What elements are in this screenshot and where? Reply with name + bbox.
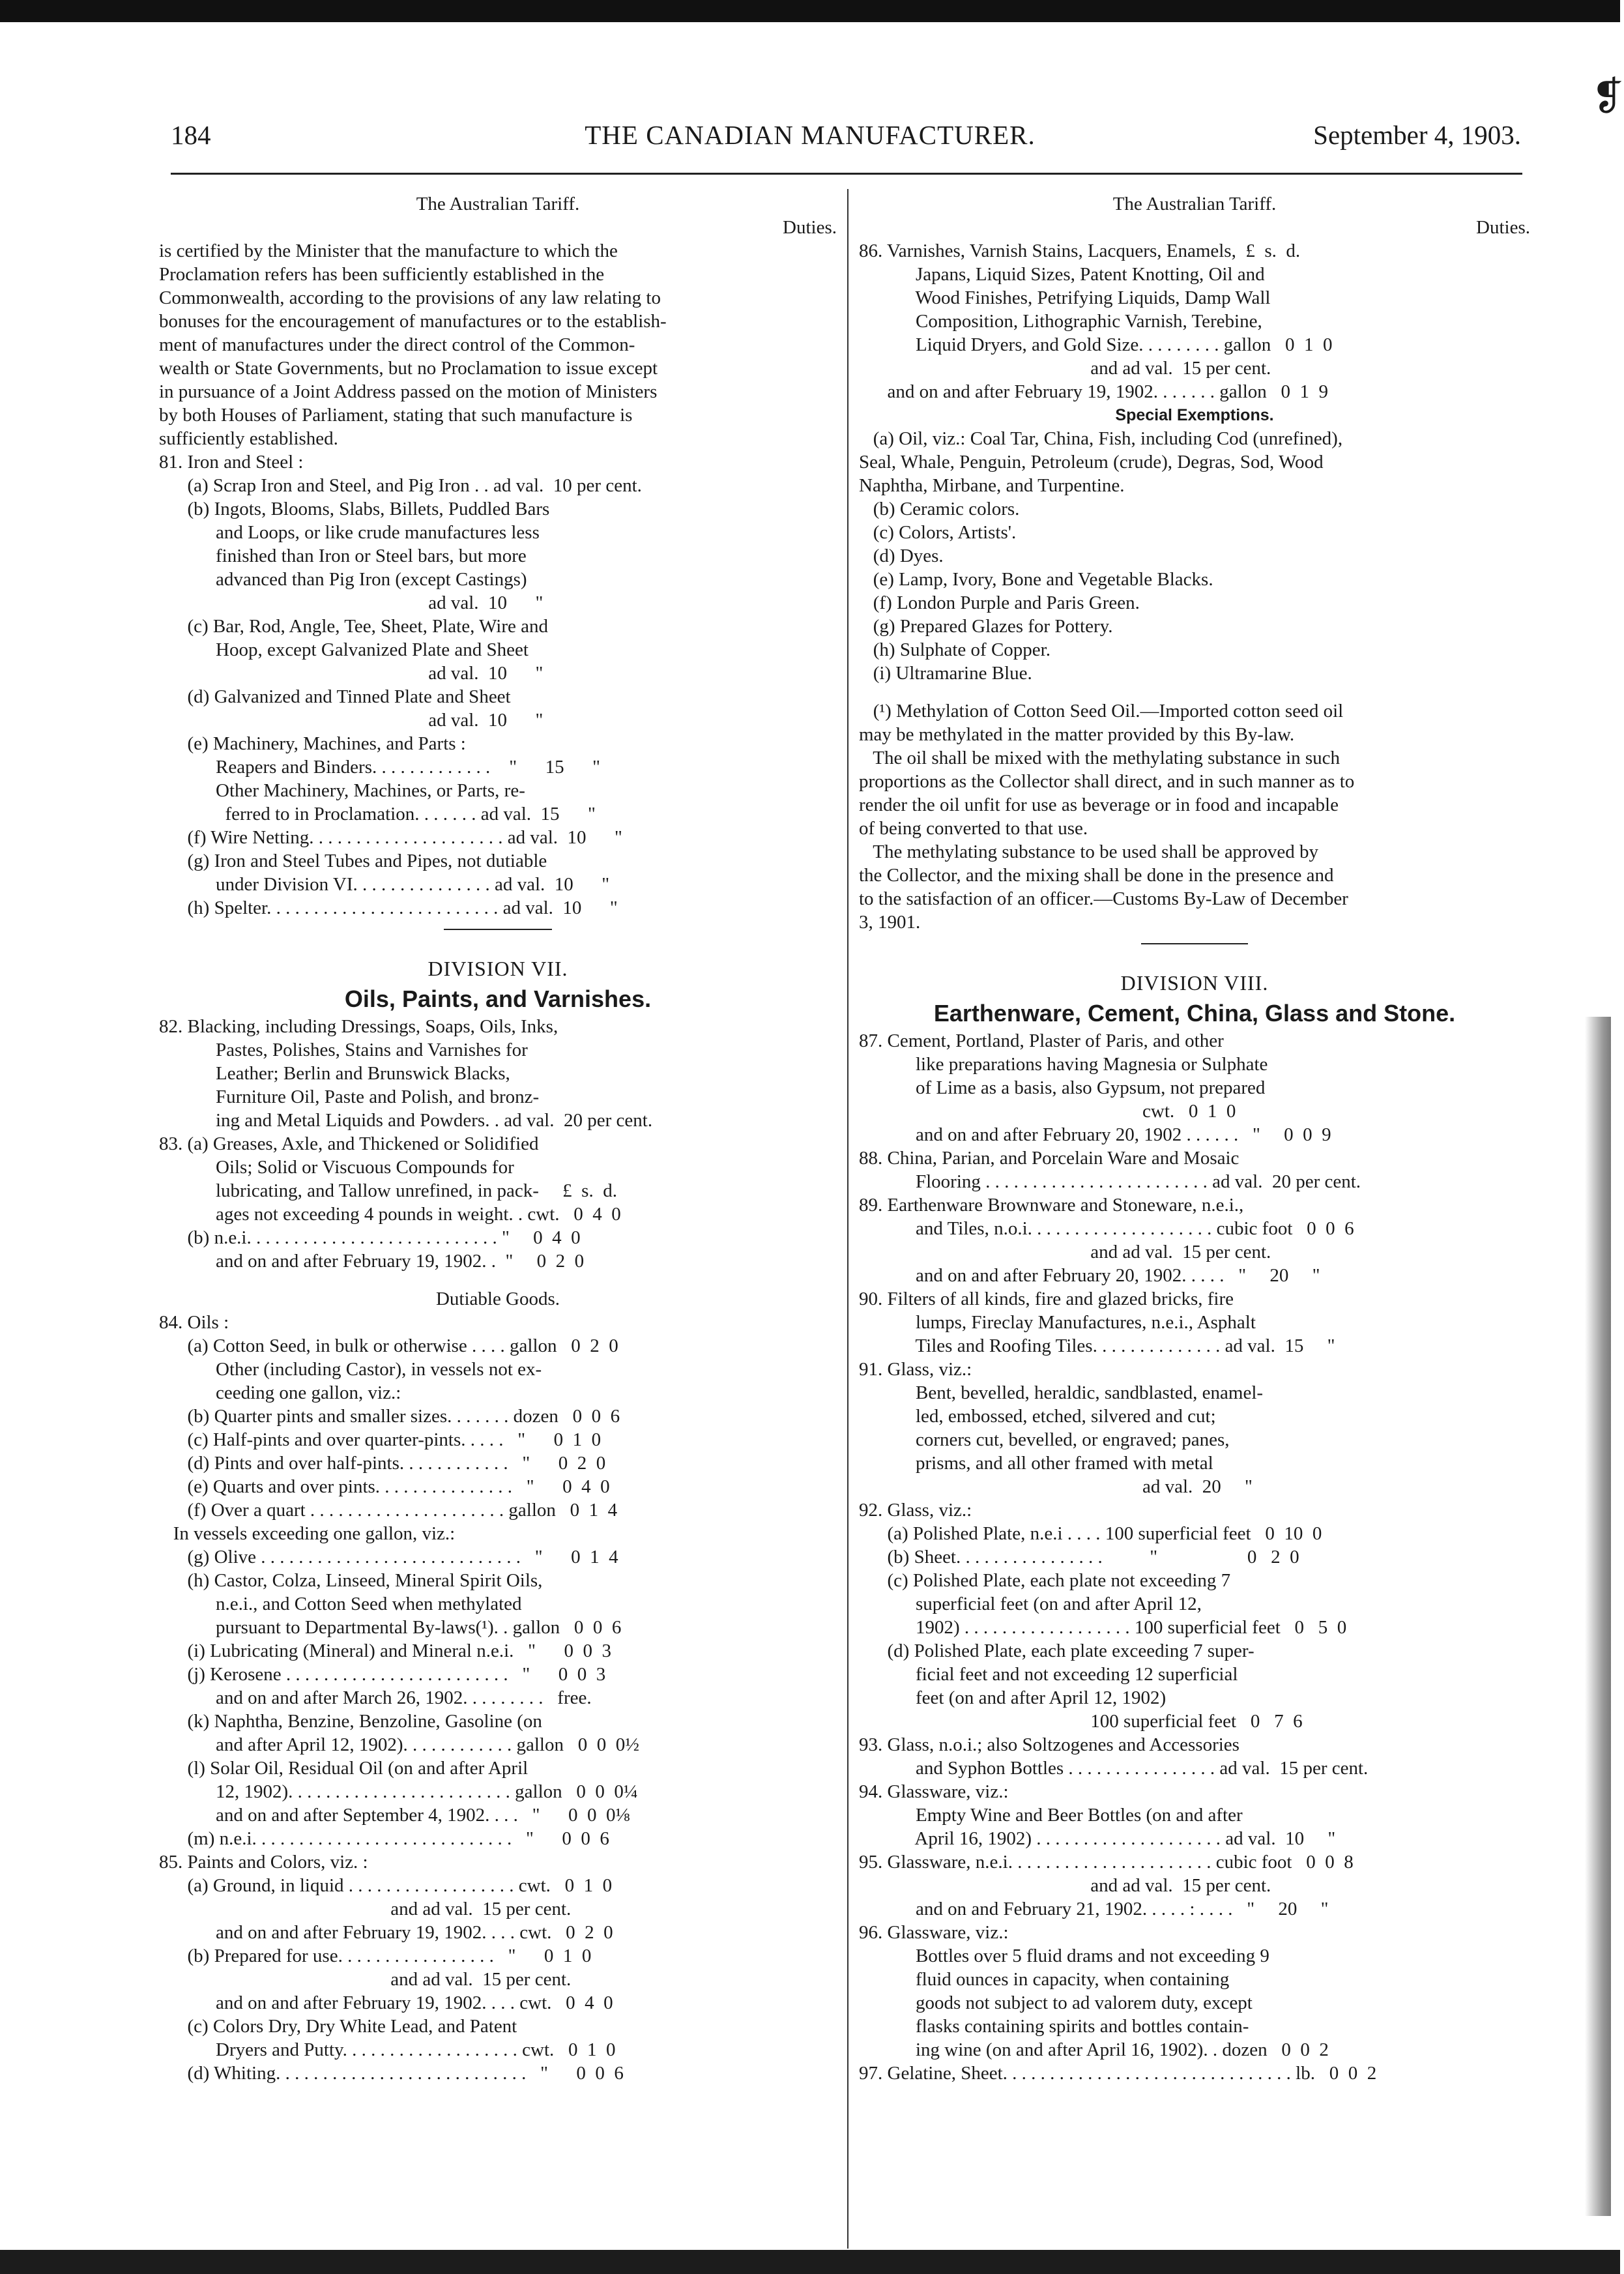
text-line: (d) Polished Plate, each plate exceeding 7 super- [859, 1640, 1254, 1661]
text-line: 94. Glassware, viz.: [859, 1781, 1009, 1802]
text-line: Other (including Castor), in vessels not ex- [159, 1359, 542, 1380]
text-line: (a) Polished Plate, n.e.i . . . . 100 superficial feet 0 10 0 [859, 1523, 1322, 1544]
text-line: (a) Ground, in liquid . . . . . . . . . . . . . . . . . . cwt. 0 1 0 [159, 1875, 613, 1896]
text-line: (j) Kerosene . . . . . . . . . . . . . . . . . . . . . . . . " 0 0 3 [159, 1664, 606, 1685]
text-line: and on and February 21, 1902. . . . . : . . . . " 20 " [859, 1899, 1329, 1919]
spacer [159, 939, 837, 954]
text-line: Other Machinery, Machines, or Parts, re- [159, 780, 525, 801]
text-line: Composition, Lithographic Varnish, Terebine, [859, 311, 1262, 332]
column-divider [847, 189, 848, 2249]
text-line: (a) Cotton Seed, in bulk or otherwise . . . . gallon 0 2 0 [159, 1335, 618, 1356]
text-line: (g) Prepared Glazes for Pottery. [859, 616, 1113, 637]
text-line: (i) Lubricating (Mineral) and Mineral n.e.i. " 0 0 3 [159, 1640, 611, 1661]
text-line: The oil shall be mixed with the methylating substance in such [859, 748, 1341, 768]
text-line: (d) Whiting. . . . . . . . . . . . . . . . . . . . . . . . . . . " 0 0 6 [159, 2063, 624, 2084]
text-line: Reapers and Binders. . . . . . . . . . . . . " 15 " [159, 757, 600, 778]
text-line: ing wine (on and after April 16, 1902). . dozen 0 0 2 [859, 2039, 1329, 2060]
text-line: by both Houses of Parliament, stating that such manufacture is [159, 405, 633, 426]
text-line: 97. Gelatine, Sheet. . . . . . . . . . . . . . . . . . . . . . . . . . . . . . . lb. 0 0 2 [859, 2063, 1377, 2084]
text-line: wealth or State Governments, but no Proclamation to issue except [159, 358, 658, 379]
text-line: (f) London Purple and Paris Green. [859, 592, 1140, 613]
text-line: (c) Polished Plate, each plate not exceeding 7 [859, 1570, 1231, 1591]
division-title: Oils, Paints, and Varnishes. [344, 985, 652, 1012]
text-line: Special Exemptions. [1115, 406, 1274, 424]
text-line: like preparations having Magnesia or Sulphate [859, 1054, 1268, 1075]
text-line: The Australian Tariff. [1112, 194, 1277, 214]
text-line: ad val. 20 " [859, 1476, 1253, 1497]
text-line: and on and after February 19, 1902. . . . cwt. 0 2 0 [159, 1922, 613, 1943]
text-line: 85. Paints and Colors, viz. : [159, 1852, 368, 1873]
text-line: lumps, Fireclay Manufactures, n.e.i., Asphalt [859, 1312, 1256, 1333]
spacer [859, 685, 1530, 699]
text-line: ing and Metal Liquids and Powders. . ad val. 20 per cent. [159, 1110, 653, 1131]
header-rule [171, 173, 1522, 175]
text-line: (g) Olive . . . . . . . . . . . . . . . . . . . . . . . . . . . . " 0 1 4 [159, 1547, 618, 1567]
text-line: Hoop, except Galvanized Plate and Sheet [159, 639, 529, 660]
text-line: advanced than Pig Iron (except Castings) [159, 569, 527, 590]
text-line: (e) Quarts and over pints. . . . . . . . . . . . . . . " 0 4 0 [159, 1476, 610, 1497]
text-line: pursuant to Departmental By-laws(¹). . gallon 0 0 6 [159, 1617, 622, 1638]
text-line: (d) Dyes. [859, 546, 944, 566]
text-line: Japans, Liquid Sizes, Patent Knotting, Oil and [859, 264, 1265, 285]
text-line: and ad val. 15 per cent. [159, 1899, 572, 1919]
text-line: (b) n.e.i. . . . . . . . . . . . . . . . . . . . . . . . . . . " 0 4 0 [159, 1227, 581, 1248]
text-line: ficial feet and not exceeding 12 superficial [859, 1664, 1238, 1685]
text-line: Commonwealth, according to the provisions of any law relating to [159, 287, 661, 308]
text-line: proportions as the Collector shall direct, and in such manner as to [859, 771, 1355, 792]
text-line: and ad val. 15 per cent. [859, 358, 1271, 379]
text-line: feet (on and after April 12, 1902) [859, 1687, 1167, 1708]
text-line: (f) Wire Netting. . . . . . . . . . . . . . . . . . . . . ad val. 10 " [159, 827, 622, 848]
text-line: (g) Iron and Steel Tubes and Pipes, not dutiable [159, 851, 547, 871]
publication-title: THE CANADIAN MANUFACTURER. [585, 120, 1036, 150]
text-line: Furniture Oil, Paste and Polish, and bronz- [159, 1086, 540, 1107]
text-line: bonuses for the encouragement of manufactures or to the establish- [159, 311, 667, 332]
text-line: Seal, Whale, Penguin, Petroleum (crude), Degras, Sod, Wood [859, 452, 1324, 473]
text-line: and Syphon Bottles . . . . . . . . . . . . . . . . ad val. 15 per cent. [859, 1758, 1369, 1779]
text-line: Naphtha, Mirbane, and Turpentine. [859, 475, 1125, 496]
spacer [859, 954, 1530, 968]
text-line: and ad val. 15 per cent. [159, 1969, 572, 1990]
right-column [859, 192, 1530, 2085]
text-line: (h) Sulphate of Copper. [859, 639, 1051, 660]
division-heading: DIVISION VIII. [1120, 971, 1269, 995]
text-line: 12, 1902). . . . . . . . . . . . . . . . . . . . . . . . gallon 0 0 0¼ [159, 1781, 638, 1802]
text-line: 89. Earthenware Brownware and Stoneware, n.e.i., [859, 1195, 1244, 1216]
text-line: and on and after September 4, 1902. . . . " 0 0 0⅛ [159, 1805, 630, 1826]
text-line: render the oil unfit for use as beverage or in food and incapable [859, 794, 1339, 815]
text-line: flasks containing spirits and bottles contain- [859, 2016, 1249, 2037]
text-line: may be methylated in the matter provided by this By-law. [859, 724, 1295, 745]
text-line: and ad val. 15 per cent. [859, 1242, 1271, 1262]
text-line: Empty Wine and Beer Bottles (on and after [859, 1805, 1243, 1826]
text-line: ceeding one gallon, viz.: [159, 1382, 401, 1403]
text-line: (a) Scrap Iron and Steel, and Pig Iron . . ad val. 10 per cent. [159, 475, 642, 496]
text-line: and on and after February 19, 1902. . . . cwt. 0 4 0 [159, 1992, 613, 2013]
text-line: 87. Cement, Portland, Plaster of Paris, and other [859, 1030, 1224, 1051]
text-line: ad val. 10 " [159, 710, 544, 731]
text-line: and on and after February 20, 1902. . . . . " 20 " [859, 1265, 1320, 1286]
section-separator [159, 920, 837, 939]
text-line: 95. Glassware, n.e.i. . . . . . . . . . . . . . . . . . . . . . cubic foot 0 0 8 [859, 1852, 1354, 1873]
text-line: 100 superficial feet 0 7 6 [859, 1711, 1303, 1732]
text-line: 3, 1901. [859, 912, 921, 933]
bottom-scan-border [0, 2250, 1620, 2274]
text-line: ment of manufactures under the direct control of the Common- [159, 334, 635, 355]
text-line: (e) Machinery, Machines, and Parts : [159, 733, 466, 754]
text-line: 90. Filters of all kinds, fire and glazed bricks, fire [859, 1289, 1234, 1309]
text-line: 83. (a) Greases, Axle, and Thickened or Solidified [159, 1133, 539, 1154]
text-line: (a) Oil, viz.: Coal Tar, China, Fish, including Cod (unrefined), [859, 428, 1343, 449]
left-column [159, 192, 837, 2085]
text-line: and on and after February 19, 1902. . . . . . . gallon 0 1 9 [859, 381, 1329, 402]
text-line: Dryers and Putty. . . . . . . . . . . . . . . . . . . cwt. 0 1 0 [159, 2039, 616, 2060]
text-line: April 16, 1902) . . . . . . . . . . . . . . . . . . . . ad val. 10 " [859, 1828, 1336, 1849]
page-corner-mark: ❡ [1591, 75, 1624, 118]
text-line: 91. Glass, viz.: [859, 1359, 972, 1380]
text-line: (e) Lamp, Ivory, Bone and Vegetable Blacks. [859, 569, 1213, 590]
text-line: (h) Castor, Colza, Linseed, Mineral Spirit Oils, [159, 1570, 543, 1591]
text-line: Pastes, Polishes, Stains and Varnishes for [159, 1040, 528, 1060]
text-line: led, embossed, etched, silvered and cut; [859, 1406, 1216, 1427]
text-line: (b) Ingots, Blooms, Slabs, Billets, Puddled Bars [159, 499, 550, 519]
text-line: sufficiently established. [159, 428, 338, 449]
text-line: superficial feet (on and after April 12, [859, 1594, 1202, 1614]
text-line: is certified by the Minister that the manufacture to which the [159, 241, 618, 261]
text-line: (f) Over a quart . . . . . . . . . . . . . . . . . . . . . gallon 0 1 4 [159, 1500, 618, 1521]
text-line: 92. Glass, viz.: [859, 1500, 972, 1521]
text-line: corners cut, bevelled, or engraved; panes, [859, 1429, 1230, 1450]
spacer [159, 1273, 837, 1287]
text-line: (i) Ultramarine Blue. [859, 663, 1032, 684]
text-line: and on and after March 26, 1902. . . . . . . . . free. [159, 1687, 592, 1708]
text-line: (c) Colors Dry, Dry White Lead, and Patent [159, 2016, 517, 2037]
text-line: (b) Quarter pints and smaller sizes. . . . . . . dozen 0 0 6 [159, 1406, 620, 1427]
text-line: of being converted to that use. [859, 818, 1088, 839]
text-line: (c) Bar, Rod, Angle, Tee, Sheet, Plate, Wire and [159, 616, 548, 637]
text-line: prisms, and all other framed with metal [859, 1453, 1213, 1474]
text-line: (h) Spelter. . . . . . . . . . . . . . . . . . . . . . . . . ad val. 10 " [159, 897, 618, 918]
text-line: Wood Finishes, Petrifying Liquids, Damp Wall [859, 287, 1271, 308]
text-line: (b) Sheet. . . . . . . . . . . . . . . . " 0 2 0 [859, 1547, 1299, 1567]
text-line: ad val. 10 " [159, 663, 544, 684]
text-line: (c) Colors, Artists'. [859, 522, 1017, 543]
text-line: In vessels exceeding one gallon, viz.: [159, 1523, 456, 1544]
text-line: Bottles over 5 fluid drams and not exceeding 9 [859, 1946, 1269, 1966]
text-line: 82. Blacking, including Dressings, Soaps, Oils, Inks, [159, 1016, 558, 1037]
text-line: (k) Naphtha, Benzine, Benzoline, Gasoline (on [159, 1711, 542, 1732]
text-line: Oils; Solid or Viscuous Compounds for [159, 1157, 514, 1178]
text-line: 1902) . . . . . . . . . . . . . . . . . . 100 superficial feet 0 5 0 [859, 1617, 1347, 1638]
text-line: (m) n.e.i. . . . . . . . . . . . . . . . . . . . . . . . . . . . " 0 0 6 [159, 1828, 609, 1849]
text-line: in pursuance of a Joint Address passed on the motion of Ministers [159, 381, 658, 402]
text-line: 86. Varnishes, Varnish Stains, Lacquers, Enamels, £ s. d. [859, 241, 1301, 261]
text-line: (d) Galvanized and Tinned Plate and Sheet [159, 686, 511, 707]
issue-date: September 4, 1903. [1313, 120, 1521, 150]
text-line: and on and after February 20, 1902 . . . . . . " 0 0 9 [859, 1124, 1331, 1145]
text-line: Liquid Dryers, and Gold Size. . . . . . . . . gallon 0 1 0 [859, 334, 1333, 355]
text-line: Bent, bevelled, heraldic, sandblasted, enamel- [859, 1382, 1264, 1403]
text-line: Proclamation refers has been sufficiently established in the [159, 264, 605, 285]
text-line: Dutiable Goods. [435, 1289, 560, 1309]
text-line: cwt. 0 1 0 [859, 1101, 1236, 1122]
text-line: 93. Glass, n.o.i.; also Soltzogenes and Accessories [859, 1734, 1240, 1755]
text-line: lubricating, and Tallow unrefined, in pack- £ s. d. [159, 1180, 617, 1201]
text-line: Duties. [1476, 217, 1530, 238]
text-line: and after April 12, 1902). . . . . . . . . . . . gallon 0 0 0½ [159, 1734, 639, 1755]
text-line: finished than Iron or Steel bars, but more [159, 546, 527, 566]
text-line: 96. Glassware, viz.: [859, 1922, 1009, 1943]
text-line: Leather; Berlin and Brunswick Blacks, [159, 1063, 510, 1084]
text-line: (¹) Methylation of Cotton Seed Oil.—Imported cotton seed oil [859, 701, 1344, 722]
text-line: goods not subject to ad valorem duty, except [859, 1992, 1253, 2013]
text-line: under Division VI. . . . . . . . . . . . . . . ad val. 10 " [159, 874, 610, 895]
text-line: (b) Ceramic colors. [859, 499, 1020, 519]
text-line: to the satisfaction of an officer.—Customs By-Law of December [859, 888, 1348, 909]
text-line: and Loops, or like crude manufactures less [159, 522, 540, 543]
text-line: 84. Oils : [159, 1312, 229, 1333]
text-line: (d) Pints and over half-pints. . . . . . . . . . . . " 0 2 0 [159, 1453, 606, 1474]
page-number: 184 [171, 120, 211, 150]
text-line: n.e.i., and Cotton Seed when methylated [159, 1594, 522, 1614]
division-heading: DIVISION VII. [428, 957, 568, 980]
text-line: The Australian Tariff. [416, 194, 580, 214]
text-line: Flooring . . . . . . . . . . . . . . . . . . . . . . . . ad val. 20 per cent. [859, 1171, 1361, 1192]
division-title: Earthenware, Cement, China, Glass and Stone. [933, 1000, 1456, 1027]
text-line: the Collector, and the mixing shall be done in the presence and [859, 865, 1334, 886]
text-line: ages not exceeding 4 pounds in weight. . cwt. 0 4 0 [159, 1204, 621, 1225]
top-scan-border [0, 0, 1620, 22]
text-line: (c) Half-pints and over quarter-pints. . . . . " 0 1 0 [159, 1429, 602, 1450]
text-line: fluid ounces in capacity, when containing [859, 1969, 1230, 1990]
text-line: and ad val. 15 per cent. [859, 1875, 1271, 1896]
text-line: and on and after February 19, 1902. . " 0 2 0 [159, 1251, 585, 1272]
text-line: of Lime as a basis, also Gypsum, not prepared [859, 1077, 1266, 1098]
text-line: and Tiles, n.o.i. . . . . . . . . . . . . . . . . . . . cubic foot 0 0 6 [859, 1218, 1354, 1239]
text-line: 88. China, Parian, and Porcelain Ware and Mosaic [859, 1148, 1240, 1169]
scan-edge-shadow [1585, 1017, 1611, 2216]
text-line: 81. Iron and Steel : [159, 452, 304, 473]
text-line: The methylating substance to be used shall be approved by [859, 841, 1318, 862]
text-line: (b) Prepared for use. . . . . . . . . . . . . . . . . " 0 1 0 [159, 1946, 592, 1966]
section-separator [859, 934, 1530, 954]
text-line: ad val. 10 " [159, 592, 544, 613]
text-line: (l) Solar Oil, Residual Oil (on and after April [159, 1758, 529, 1779]
text-line: Tiles and Roofing Tiles. . . . . . . . . . . . . . ad val. 15 " [859, 1335, 1335, 1356]
text-line: Duties. [783, 217, 837, 238]
text-line: ferred to in Proclamation. . . . . . . ad val. 15 " [159, 804, 596, 824]
